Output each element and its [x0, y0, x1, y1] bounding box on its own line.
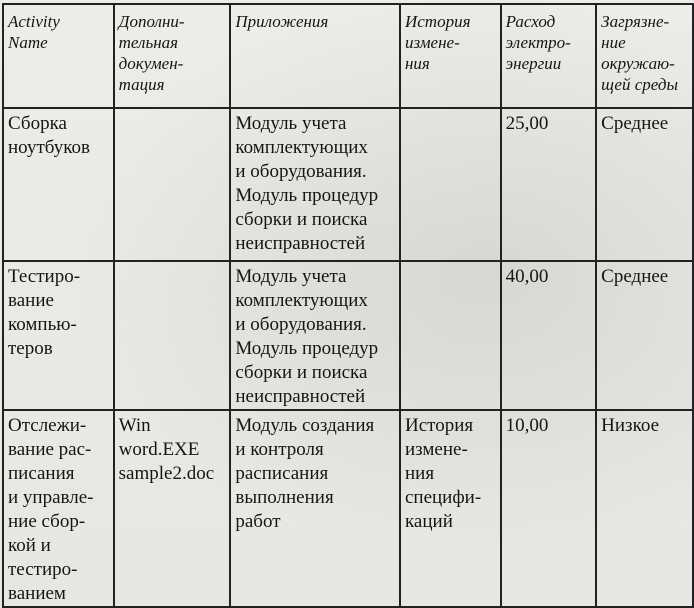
cell-activity: Отслежи- вание рас- писания и управле- ние сбор- кой и тестиро- ванием — [3, 410, 114, 607]
table-row — [3, 410, 693, 607]
cell-pollution: Среднее — [596, 261, 693, 410]
cell-applications: Модуль учета комплектующих и оборудования. Модуль процедур сборки и поиска неисправностей — [230, 108, 400, 261]
cell-pollution: Среднее — [596, 108, 693, 261]
cell-history — [400, 261, 501, 410]
cell-applications: Модуль учета комплектующих и оборудования. Модуль процедур сборки и поиска неисправностей — [230, 261, 400, 410]
table-row — [3, 261, 693, 410]
header-row — [3, 4, 693, 108]
header-environmental-pollution: Загрязне- ние окружаю- щей среды — [596, 4, 693, 108]
header-energy-consumption: Расход электро- энергии — [501, 4, 597, 108]
cell-activity: Тестиро- вание компью- теров — [3, 261, 114, 410]
header-activity-name: Activity Name — [3, 4, 114, 108]
cell-history: История измене- ния специфи- каций — [400, 410, 501, 607]
header-applications: Приложения — [230, 4, 400, 108]
header-change-history: История измене- ния — [400, 4, 501, 108]
cell-docs — [114, 108, 231, 261]
cell-history — [400, 108, 501, 261]
cell-activity: Сборка ноутбуков — [3, 108, 114, 261]
activity-table — [2, 3, 694, 608]
cell-energy: 10,00 — [501, 410, 597, 607]
cell-energy: 25,00 — [501, 108, 597, 261]
cell-energy: 40,00 — [501, 261, 597, 410]
cell-applications: Модуль создания и контроля расписания выполнения работ — [230, 410, 400, 607]
table-row — [3, 108, 693, 261]
header-additional-docs: Дополни- тельная докумен- тация — [114, 4, 231, 108]
cell-docs: Win word.EXE sample2.doc — [114, 410, 231, 607]
cell-pollution: Низкое — [596, 410, 693, 607]
cell-docs — [114, 261, 231, 410]
